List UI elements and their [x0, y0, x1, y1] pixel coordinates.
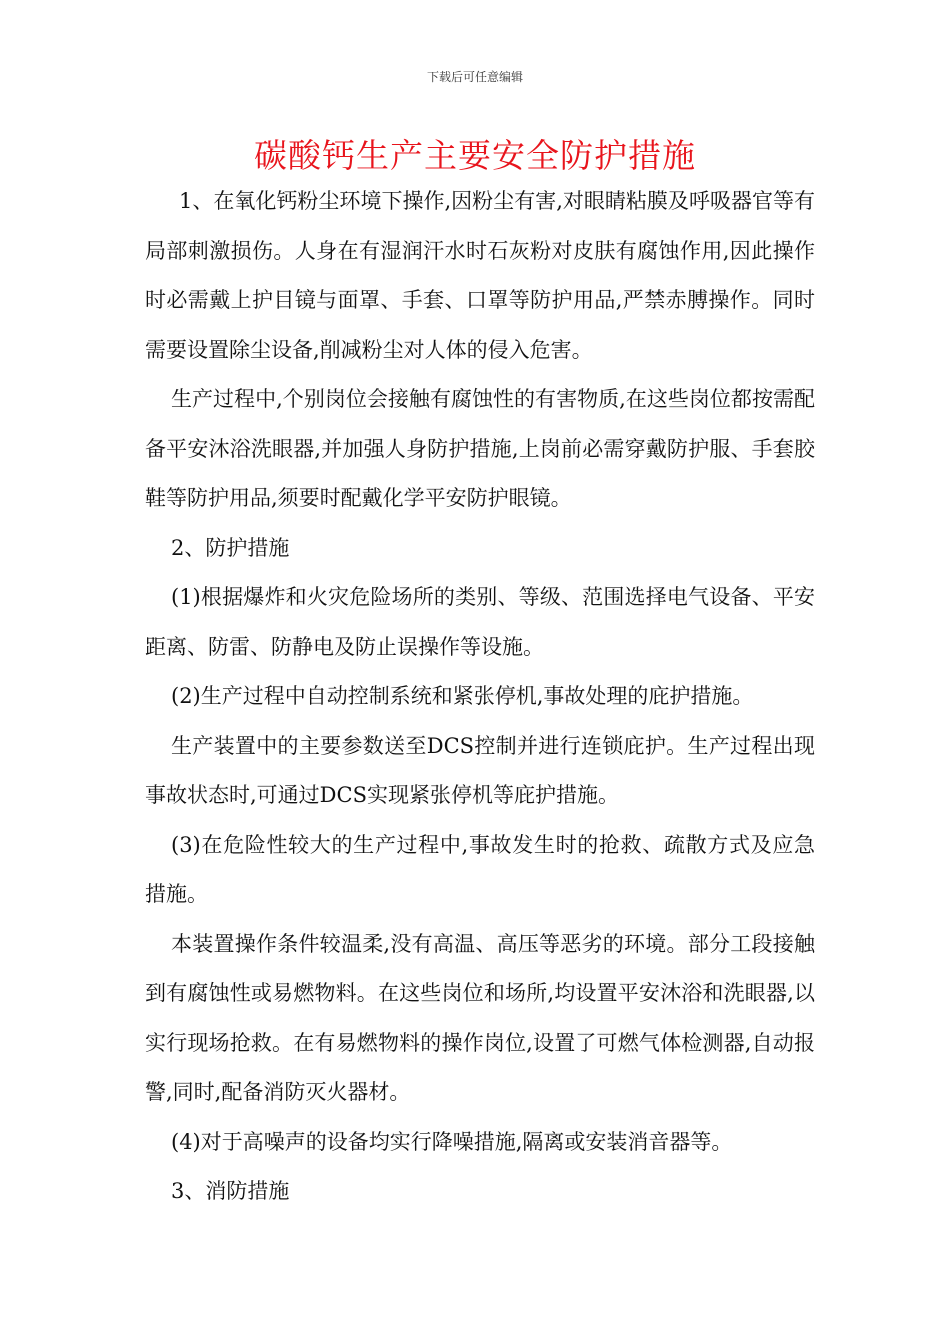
paragraph-item-1: (1)根据爆炸和火灾危险场所的类别、等级、范围选择电气设备、平安距离、防雷、防静电及防止误操作等设施。: [145, 585, 815, 659]
paragraph-operating-conditions: 本装置操作条件较温柔,没有高温、高压等恶劣的环境。部分工段接触到有腐蚀性或易燃物料。在这些岗位和场所,均设置平安沐浴和洗眼器,以实行现场抢救。在有易燃物料的操作岗位,设置了可燃气体检测器,自动报警,同时,配备消防灭火器材。: [145, 931, 815, 1104]
paragraph-dcs-control: 生产装置中的主要参数送至DCS控制并进行连锁庇护。生产过程出现事故状态时,可通过DCS实现紧张停机等庇护措施。: [145, 733, 815, 807]
header-note: 下载后可任意编辑: [426, 70, 523, 84]
document-title: 碳酸钙生产主要安全防护措施: [254, 136, 696, 175]
paragraph-corrosive-substances: 生产过程中,个别岗位会接触有腐蚀性的有害物质,在这些岗位都按需配备平安沐浴洗眼器,并加强人身防护措施,上岗前必需穿戴防护服、手套胶鞋等防护用品,须要时配戴化学平安防护眼镜。: [145, 387, 815, 510]
paragraph-protection-dust: 1、在氧化钙粉尘环境下操作,因粉尘有害,对眼睛粘膜及呼吸器官等有局部刺激损伤。人身在有湿润汗水时石灰粉对皮肤有腐蚀作用,因此操作时必需戴上护目镜与面罩、手套、口罩等防护用品,严禁赤膊操作。同时需要设置除尘设备,削减粉尘对人体的侵入危害。: [145, 189, 815, 362]
document-body: [145, 177, 815, 1217]
section-heading-fire-measures: 3、消防措施: [171, 1179, 290, 1203]
section-heading-protection-measures: 2、防护措施: [171, 535, 290, 560]
paragraph-item-3: (3)在危险性较大的生产过程中,事故发生时的抢救、疏散方式及应急措施。: [145, 832, 815, 906]
paragraph-item-4: (4)对于高噪声的设备均实行降噪措施,隔离或安装消音器等。: [171, 1129, 733, 1154]
paragraph-item-2: (2)生产过程中自动控制系统和紧张停机,事故处理的庇护措施。: [171, 684, 754, 708]
